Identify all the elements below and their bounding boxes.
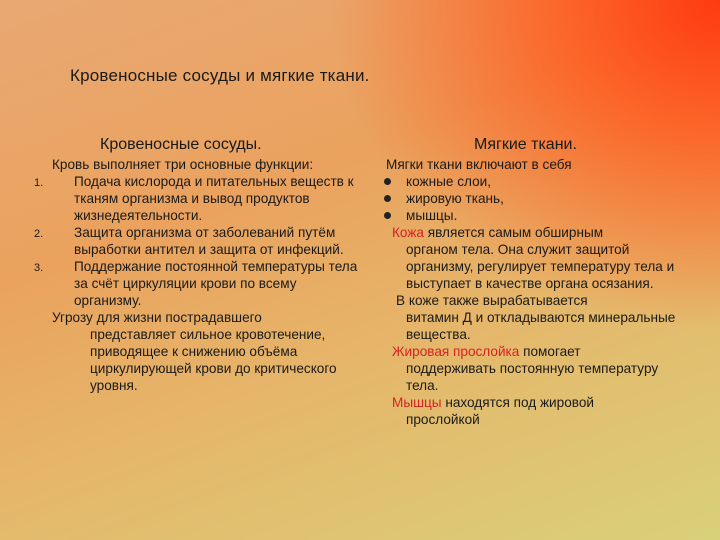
- bullet-icon: [384, 178, 391, 185]
- bullet-icon: [384, 195, 391, 202]
- skin-first-line: является самым обширным: [423, 225, 604, 240]
- list-item: [34, 258, 364, 309]
- vitamin-paragraph: [384, 292, 684, 343]
- list-item: [34, 224, 364, 258]
- muscles-paragraph: [384, 394, 684, 428]
- muscles-term: Мышцы: [392, 395, 442, 410]
- list-item-text: Подача кислорода и питательных веществ к тканям организма и вывод продуктов жизнедеятельности.: [74, 174, 354, 223]
- slide-title: Кровеносные сосуды и мягкие ткани.: [70, 66, 370, 85]
- list-item: [34, 173, 364, 224]
- blood-vessels-column: [34, 156, 364, 394]
- bullet-icon: [384, 212, 391, 219]
- bleeding-warning-first-line: Угрозу для жизни пострадавшего: [52, 310, 262, 325]
- fat-paragraph: [384, 343, 684, 394]
- fat-first-line: помогает: [519, 344, 581, 359]
- list-item-text: жировую ткань,: [406, 191, 504, 206]
- muscles-first-line: находятся под жировой: [441, 395, 594, 410]
- list-item: [384, 207, 684, 224]
- vitamin-rest: витамин Д и откладываются минеральные вещества.: [406, 310, 676, 342]
- fat-rest: поддерживать постоянную температуру тела.: [406, 361, 659, 393]
- soft-tissues-column: [384, 156, 684, 428]
- soft-tissues-intro: Мягки ткани включают в себя: [386, 157, 572, 172]
- bleeding-warning: [34, 309, 364, 394]
- soft-tissues-list: [384, 173, 684, 224]
- blood-functions-list: [34, 173, 364, 309]
- list-item-text: Защита организма от заболеваний путём выработки антител и защита от инфекций.: [74, 225, 344, 257]
- skin-paragraph: [384, 224, 684, 292]
- soft-tissues-heading: Мягкие ткани.: [474, 136, 577, 153]
- list-item: [384, 190, 684, 207]
- blood-vessels-heading: Кровеносные сосуды.: [100, 136, 262, 153]
- list-item-text: мышцы.: [406, 208, 458, 223]
- fat-term: Жировая прослойка: [392, 344, 520, 359]
- blood-functions-intro: Кровь выполняет три основные функции:: [52, 157, 314, 172]
- list-number: 2.: [34, 228, 44, 240]
- skin-rest: органом тела. Она служит защитой организму, регулирует температуру тела и выступает в качестве органа осязания.: [406, 242, 675, 291]
- list-item: [384, 173, 684, 190]
- muscles-rest: прослойкой: [406, 412, 480, 427]
- list-number: 3.: [34, 262, 44, 274]
- bleeding-warning-rest: представляет сильное кровотечение, приводящее к снижению объёма циркулирующей крови до критического уровня.: [90, 327, 337, 393]
- list-item-text: кожные слои,: [406, 174, 492, 189]
- skin-term: Кожа: [392, 225, 424, 240]
- list-number: 1.: [34, 177, 44, 189]
- list-item-text: Поддержание постоянной температуры тела за счёт циркуляции крови по всему организму.: [74, 259, 358, 308]
- vitamin-first-line: В коже также вырабатывается: [396, 293, 588, 308]
